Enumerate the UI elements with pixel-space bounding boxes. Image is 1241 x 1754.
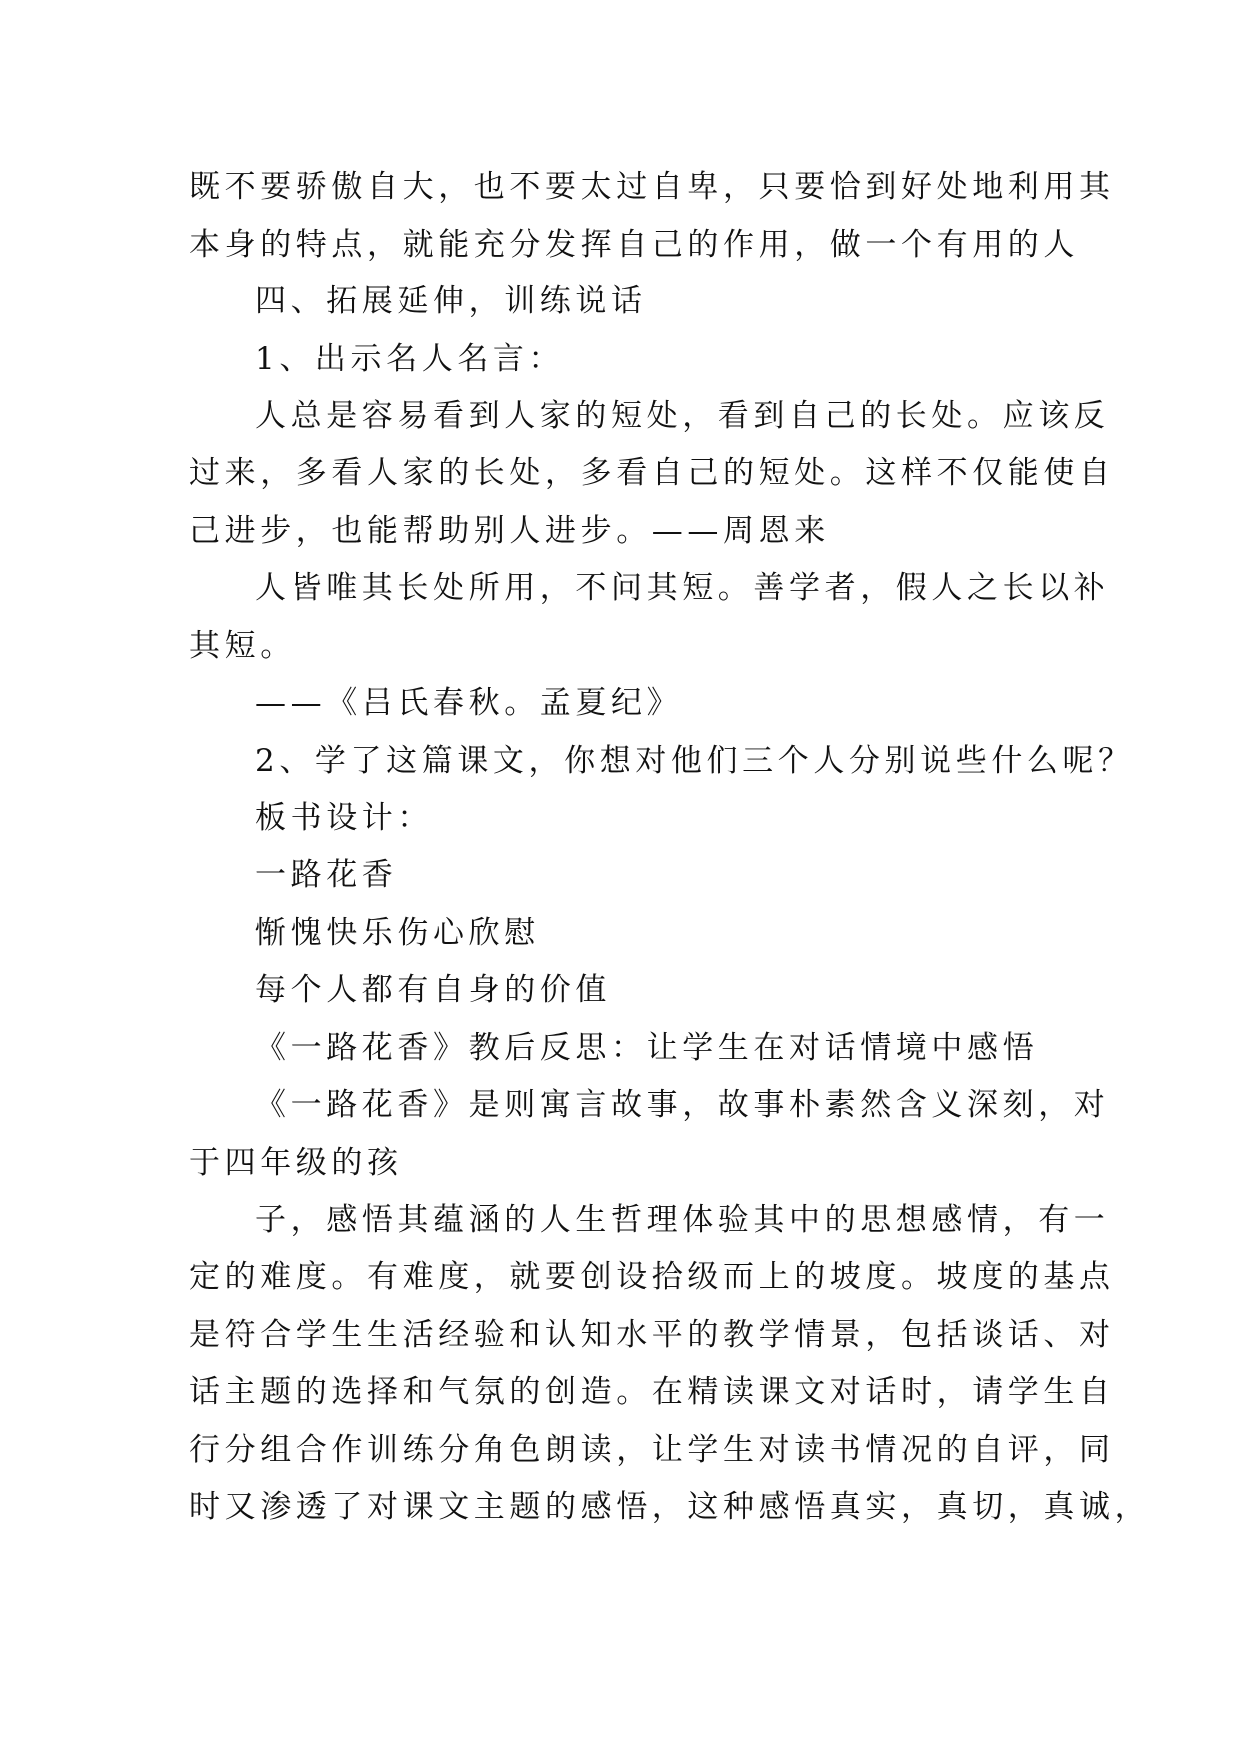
quote-line: 人皆唯其长处所用，不问其短。善学者，假人之长以补 <box>255 570 1110 606</box>
paragraph-line: 《一路花香》是则寓言故事，故事朴素然含义深刻，对 <box>255 1087 1110 1123</box>
paragraph-line: 子，感悟其蕴涵的人生哲理体验其中的思想感情，有一 <box>255 1202 1110 1238</box>
paragraph-line: 既不要骄傲自大，也不要太过自卑，只要恰到好处地利用其 <box>189 169 1115 205</box>
paragraph-line: 是符合学生生活经验和认知水平的教学情景，包括谈话、对 <box>189 1317 1115 1353</box>
paragraph-line: 行分组合作训练分角色朗读，让学生对读书情况的自评，同 <box>189 1432 1115 1468</box>
board-design-heading: 板书设计： <box>255 800 433 836</box>
quote-line: 过来，多看人家的长处，多看自己的短处。这样不仅能使自 <box>189 455 1115 491</box>
list-item: 2、学了这篇课文，你想对他们三个人分别说些什么呢？ <box>255 743 1134 779</box>
quote-line: 其短。 <box>189 628 296 664</box>
quote-source: ——《吕氏春秋。孟夏纪》 <box>255 685 683 721</box>
board-design-line: 每个人都有自身的价值 <box>255 972 611 1008</box>
paragraph-line: 话主题的选择和气氛的创造。在精读课文对话时，请学生自 <box>189 1374 1115 1410</box>
board-design-title: 一路花香 <box>255 857 398 893</box>
paragraph-line: 本身的特点，就能充分发挥自己的作用，做一个有用的人 <box>189 227 1079 263</box>
reflection-title: 《一路花香》教后反思：让学生在对话情境中感悟 <box>255 1030 1039 1066</box>
paragraph-line: 于四年级的孩 <box>189 1145 403 1181</box>
paragraph-line: 时又渗透了对课文主题的感悟，这种感悟真实，真切，真诚， <box>189 1489 1151 1525</box>
list-item: 1、出示名人名言： <box>255 341 565 377</box>
paragraph-line: 定的难度。有难度，就要创设拾级而上的坡度。坡度的基点 <box>189 1259 1115 1295</box>
section-heading: 四、拓展延伸，训练说话 <box>255 283 647 319</box>
quote-line: 人总是容易看到人家的短处，看到自己的长处。应该反 <box>255 398 1110 434</box>
quote-line: 己进步，也能帮助别人进步。——周恩来 <box>189 513 830 549</box>
board-design-line: 惭愧快乐伤心欣慰 <box>255 915 540 951</box>
